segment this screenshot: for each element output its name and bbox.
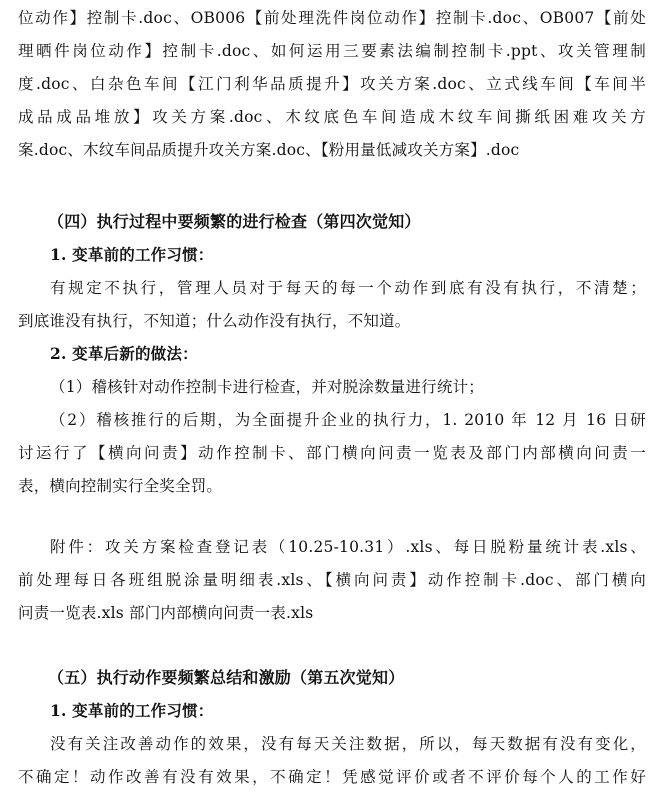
paragraph-line: 到底谁没有执行，不知道；什么动作没有执行，不知道。: [18, 312, 411, 330]
attachment-list-line: 问责一览表.xls 部门内部横向问责一表.xls: [18, 604, 314, 622]
paragraph-line: （2）稽核推行的后期，为全面提升企业的执行力，1. 2010 年 12 月 16 日研: [50, 411, 646, 429]
section-heading: （四）执行过程中要频繁的进行检查（第四次觉知）: [48, 212, 421, 231]
paragraph-line: 讨运行了【横向问责】动作控制卡、部门横向问责一览表及部门内部横向问责一: [18, 444, 646, 462]
attachment-list-line: 附件：攻关方案检查登记表（10.25-10.31）.xls、每日脱粉量统计表.xls、: [50, 538, 646, 556]
attachment-list-line: 度.doc、白杂色车间【江门利华品质提升】攻关方案.doc、立式线车间【车间半: [18, 75, 646, 93]
subsection-title: 1. 变革前的工作习惯：: [50, 701, 214, 720]
paragraph-line: 有规定不执行，管理人员对于每天的每一个动作到底有没有执行，不清楚；: [50, 279, 646, 297]
subsection-title: 1. 变革前的工作习惯：: [50, 245, 214, 264]
subsection-title: 2. 变革后新的做法：: [50, 344, 198, 363]
section-heading: （五）执行动作要频繁总结和激励（第五次觉知）: [48, 668, 405, 687]
attachment-list-line: 位动作】控制卡.doc、OB006【前处理洗件岗位动作】控制卡.doc、OB007【前处: [18, 9, 646, 27]
paragraph-line: 没有关注改善动作的效果，没有每天关注数据，所以，每天数据有没有变化，: [50, 735, 646, 753]
attachment-list-line: 前处理每日各班组脱涂量明细表.xls、【横向问责】动作控制卡.doc、部门横向: [18, 571, 646, 589]
paragraph-line: 表，横向控制实行全奖全罚。: [18, 477, 223, 495]
attachment-list-line: 案.doc、木纹车间品质提升攻关方案.doc、【粉用量低减攻关方案】.doc: [18, 141, 520, 159]
paragraph-line: （1）稽核针对动作控制卡进行检查，并对脱涂数量进行统计；: [50, 378, 484, 396]
attachment-list-line: 理晒件岗位动作】控制卡.doc、如何运用三要素法编制控制卡.ppt、攻关管理制: [18, 42, 646, 60]
paragraph-line: 不确定！动作改善有没有效果，不确定！凭感觉评价或者不评价每个人的工作好: [18, 768, 646, 786]
attachment-list-line: 成品成品堆放】攻关方案.doc、木纹底色车间造成木纹车间撕纸困难攻关方: [18, 108, 646, 126]
